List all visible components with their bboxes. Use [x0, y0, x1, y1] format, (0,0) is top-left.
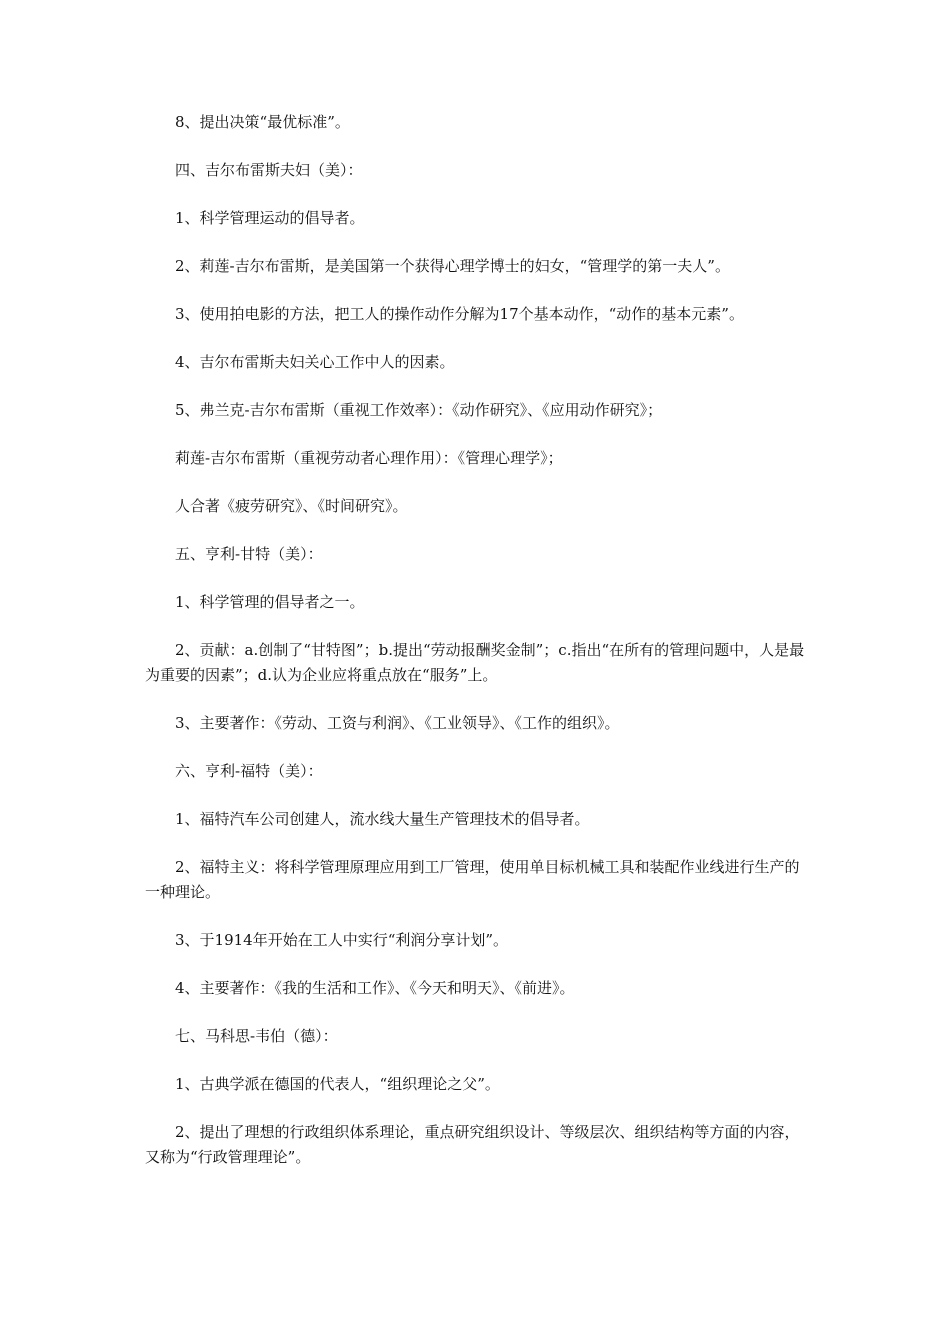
paragraph-gilbreth-4: 4、吉尔布雷斯夫妇关心工作中人的因素。: [175, 353, 455, 371]
paragraph-ford-1: 1、福特汽车公司创建人，流水线大量生产管理技术的倡导者。: [175, 810, 590, 828]
document-body: [145, 110, 810, 1193]
paragraph-weber-2: 2、提出了理想的行政组织体系理论，重点研究组织设计、等级层次、组织结构等方面的内容，又称为“行政管理理论”。: [145, 1123, 800, 1166]
paragraph-gilbreth-3: 3、使用拍电影的方法，把工人的操作动作分解为17个基本动作，“动作的基本元素”。: [175, 305, 744, 323]
section-heading-gantt: 五、亨利-甘特（美）：: [175, 545, 323, 563]
paragraph-ford-4: 4、主要著作：《我的生活和工作》、《今天和明天》、《前进》。: [175, 979, 575, 997]
section-heading-ford: 六、亨利-福特（美）：: [175, 762, 323, 780]
paragraph-gilbreth-2: 2、莉莲-吉尔布雷斯，是美国第一个获得心理学博士的妇女，“管理学的第一夫人”。: [175, 257, 730, 275]
section-heading-weber: 七、马科思-韦伯（德）：: [175, 1027, 338, 1045]
paragraph-ford-2: 2、福特主义：将科学管理原理应用到工厂管理，使用单目标机械工具和装配作业线进行生产的一种理论。: [145, 858, 800, 901]
paragraph-item-8: 8、提出决策“最优标准”。: [175, 113, 350, 131]
paragraph-gilbreth-5-joint: 人合著《疲劳研究》、《时间研究》。: [175, 497, 408, 515]
paragraph-gantt-2: 2、贡献：a.创制了“甘特图”；b.提出“劳动报酬奖金制”；c.指出“在所有的管理问题中，人是最为重要的因素”；d.认为企业应将重点放在“服务”上。: [145, 641, 805, 684]
paragraph-ford-3: 3、于1914年开始在工人中实行“利润分享计划”。: [175, 931, 509, 949]
paragraph-gilbreth-5: 5、弗兰克-吉尔布雷斯（重视工作效率）：《动作研究》、《应用动作研究》；: [175, 401, 663, 419]
paragraph-weber-1: 1、古典学派在德国的代表人，“组织理论之父”。: [175, 1075, 500, 1093]
paragraph-gilbreth-1: 1、科学管理运动的倡导者。: [175, 209, 365, 227]
paragraph-gantt-3: 3、主要著作：《劳动、工资与利润》、《工业领导》、《工作的组织》。: [175, 714, 620, 732]
section-heading-gilbreths: 四、吉尔布雷斯夫妇（美）：: [175, 161, 363, 179]
paragraph-gilbreth-5-lillian: 莉莲-吉尔布雷斯（重视劳动者心理作用）：《管理心理学》；: [175, 449, 563, 467]
paragraph-gantt-1: 1、科学管理的倡导者之一。: [175, 593, 365, 611]
